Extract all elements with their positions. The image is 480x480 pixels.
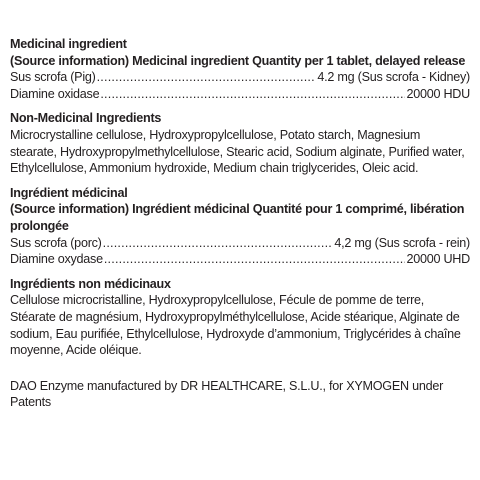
ingredient-row-fr xyxy=(10,235,470,252)
ingredient-row-fr xyxy=(10,251,470,268)
non-medicinal-list-fr: Cellulose microcristalline, Hydroxypropylcellulose, Fécule de pomme de terre, Stéarate de magnésium, Hydroxypropylméthylcellulose, Acide stéarique, Alginate de sodium, Eau purifiée, Ethylcellulose, Hydroxyde d’ammonium, Triglycérides à chaîne moyenne, Acide oléique. xyxy=(10,293,461,358)
ingredient-name: Sus scrofa (Pig) xyxy=(10,70,96,85)
ingredient-row-en xyxy=(10,86,470,103)
ingredient-name: Sus scrofa (porc) xyxy=(10,235,102,250)
non-medicinal-list-en: Microcrystalline cellulose, Hydroxypropylcellulose, Potato starch, Magnesium stearate, Hydroxypropylmethylcellulose, Stearic acid, Sodium alginate, Purified water, Ethylcellulose, Ammonium hydroxide, Medium chain triglycerides, Oleic acid. xyxy=(10,127,465,176)
dot-leader xyxy=(100,86,405,103)
medicinal-subheading-en: (Source information) Medicinal ingredient Quantity per 1 tablet, delayed release xyxy=(10,53,466,68)
ingredient-quantity: 4.2 mg (Sus scrofa - Kidney) xyxy=(317,70,470,85)
ingredient-quantity: 20000 HDU xyxy=(406,86,470,101)
ingredient-name: Diamine oxydase xyxy=(10,252,103,267)
ingredient-quantity: 4,2 mg (Sus scrofa - rein) xyxy=(334,235,470,250)
manufacturer-statement: DAO Enzyme manufactured by DR HEALTHCARE, S.L.U., for XYMOGEN under Patents xyxy=(10,378,444,410)
non-medicinal-ingredients-en xyxy=(10,110,470,176)
ingredient-row-en xyxy=(10,69,470,86)
medicinal-heading-en: Medicinal ingredient xyxy=(10,37,127,51)
dot-leader xyxy=(97,69,317,86)
medicinal-subheading-fr: (Source information) Ingrédient médicinal Quantité pour 1 comprimé, libération prolongée xyxy=(10,202,465,233)
ingredient-quantity: 20000 UHD xyxy=(406,252,470,267)
medicinal-ingredients-en xyxy=(10,36,470,102)
non-medicinal-heading-fr: Ingrédients non médicinaux xyxy=(10,276,171,291)
non-medicinal-ingredients-fr xyxy=(10,276,470,359)
medicinal-ingredients-fr xyxy=(10,185,470,268)
medicinal-heading-fr: Ingrédient médicinal xyxy=(10,185,128,200)
ingredient-name: Diamine oxidase xyxy=(10,86,100,101)
non-medicinal-heading-en: Non-Medicinal Ingredients xyxy=(10,111,162,126)
dot-leader xyxy=(104,251,406,268)
dot-leader xyxy=(103,235,334,252)
